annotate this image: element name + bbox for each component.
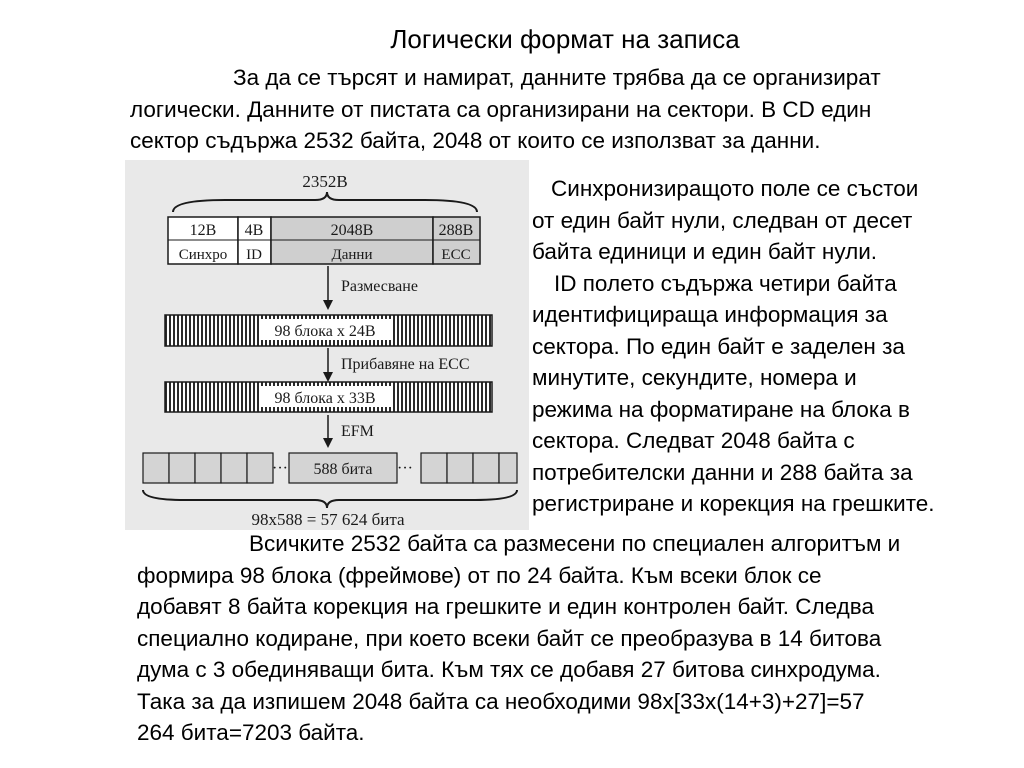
blocks-24b-label: 98 блока x 24B <box>274 323 376 340</box>
frame-cell <box>499 453 517 483</box>
bottom-line: 264 бита=7203 байта. <box>137 720 365 745</box>
data-size: 2048B <box>330 222 374 239</box>
page-title: Логически формат на записа <box>390 24 740 54</box>
step-shuffle-label: Размесване <box>341 278 418 295</box>
bottom-line: специално кодиране, при което всеки байт се преобразува в 14 битова <box>137 625 882 651</box>
bits-brace <box>143 490 517 508</box>
side-line: режима на форматиране на блока в <box>532 396 910 422</box>
frame-cell <box>169 453 195 483</box>
step-efm-label: EFM <box>341 423 374 440</box>
arrow-3-head <box>323 438 333 448</box>
arrow-1-head <box>323 300 333 310</box>
frame-cell <box>421 453 447 483</box>
side-line: потребителски данни и 288 байта за <box>532 459 913 485</box>
side-paragraph <box>532 173 935 520</box>
bottom-line: Така за да изпишем 2048 байта са необходими 98x[33x(14+3)+27]=57 <box>137 688 865 714</box>
intro-line: сектор съдържа 2532 байта, 2048 от които се използват за данни. <box>130 128 821 153</box>
sector-fields <box>168 217 480 264</box>
side-line: идентифицираща информация за <box>532 302 888 327</box>
bottom-line: формира 98 блока (фреймове) от по 24 байта. Към всеки блок се <box>137 562 822 588</box>
bottom-line: добавят 8 байта корекция на грешките и един контролен байт. Следва <box>137 594 874 619</box>
side-line: ID полето съдържа четири байта <box>554 270 897 296</box>
side-line: Синхронизиращото поле се състои <box>551 176 919 201</box>
sector-total-label: 2352B <box>302 172 348 191</box>
intro-line: логически. Данните от пистата са организирани на сектори. В CD един <box>130 96 872 122</box>
sector-brace <box>173 192 477 212</box>
bottom-line: Всичките 2532 байта са размесени по специален алгоритъм и <box>249 531 901 556</box>
total-bits-label: 98x588 = 57 624 бита <box>251 510 405 529</box>
ecc-size: 288B <box>438 222 474 239</box>
frame-cell <box>473 453 499 483</box>
frames-ellipsis-right: ··· <box>397 460 413 477</box>
frame-cell <box>447 453 473 483</box>
sync-name: Синхро <box>178 247 228 263</box>
id-size: 4B <box>244 222 264 239</box>
efm-frames-row <box>143 453 517 483</box>
side-line: регистриране и корекция на грешките. <box>532 491 935 516</box>
side-line: байта единици и един байт нули. <box>532 239 878 264</box>
frame-cell <box>195 453 221 483</box>
bottom-line: дума с 3 обединяващи бита. Към тях се добавя 27 битова синхродума. <box>137 657 881 682</box>
frame-588-bits-label: 588 бита <box>313 461 373 478</box>
data-name-label: Данни <box>331 247 373 263</box>
sync-size: 12B <box>189 222 217 239</box>
frame-cell <box>221 453 247 483</box>
side-line: минутите, секундите, номера и <box>532 365 857 390</box>
id-name: ID <box>246 247 262 263</box>
step-add-ecc-label: Прибавяне на ECC <box>341 356 470 373</box>
arrow-2-head <box>323 372 333 382</box>
side-line: сектора. Следват 2048 байта с <box>532 428 855 453</box>
frame-cell <box>247 453 273 483</box>
bottom-paragraph <box>137 528 900 749</box>
intro-paragraph <box>130 62 881 157</box>
frame-cell <box>143 453 169 483</box>
blocks-33b-label: 98 блока x 33B <box>274 390 376 407</box>
ecc-name: ECC <box>441 247 471 263</box>
side-line: от един байт нули, следван от десет <box>532 207 913 233</box>
intro-line: За да се търсят и намират, данните трябва да се организират <box>233 65 881 90</box>
sector-format-figure <box>125 160 529 530</box>
frames-ellipsis-left: ··· <box>272 460 288 477</box>
side-line: сектора. По един байт е заделен за <box>532 333 905 359</box>
